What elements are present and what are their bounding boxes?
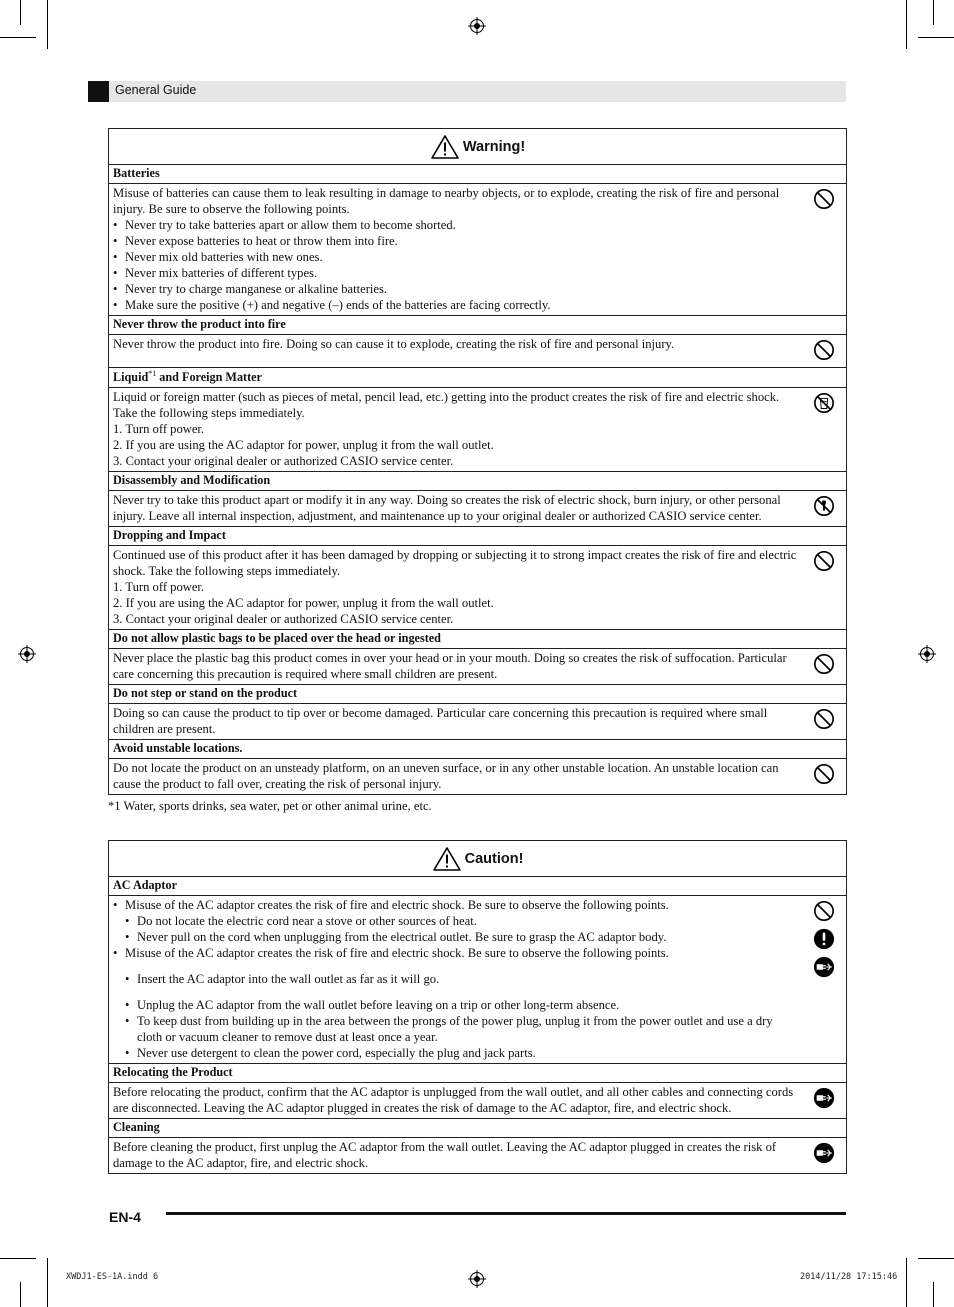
section-heading: Avoid unstable locations.: [109, 740, 847, 759]
section-icons: [803, 184, 847, 316]
bullet-item: • Misuse of the AC adaptor creates the risk of fire and electric shock. Be sure to observe the following points.: [113, 945, 799, 961]
prohibition-icon: [813, 763, 835, 785]
section-heading: Liquid$^{*1}$ and Foreign Matter: [109, 368, 847, 388]
caution-title-text: Caution!: [464, 850, 524, 867]
section-heading: Do not step or stand on the product: [109, 685, 847, 704]
bullet-item: • Never mix batteries of different types.: [113, 265, 799, 281]
registration-mark-icon: [468, 1270, 486, 1288]
section-heading: Cleaning: [109, 1119, 847, 1138]
section-heading: Never throw the product into fire: [109, 316, 847, 335]
section-body: [109, 649, 803, 685]
bullet-item: • Never pull on the cord when unplugging from the electrical outlet. Be sure to grasp the AC adaptor body.: [113, 929, 799, 945]
paragraph: 3. Contact your original dealer or authorized CASIO service center.: [113, 454, 454, 469]
registration-mark-icon: [918, 645, 936, 663]
section-icons: [803, 1083, 847, 1119]
caution-triangle-icon: [432, 846, 462, 872]
section-body: [109, 1083, 803, 1119]
bullet-item: • Make sure the positive (+) and negative (–) ends of the batteries are facing correctly.: [113, 297, 799, 313]
section-heading: Batteries: [109, 165, 847, 184]
section-icons: [803, 649, 847, 685]
paragraph: Do not locate the product on an unsteady platform, on an uneven surface, or in any other unstable location. An unstable location can cause the product to fall over, creating the risk of personal injury.: [113, 761, 779, 792]
paragraph: 2. If you are using the AC adaptor for power, unplug it from the wall outlet.: [113, 596, 494, 611]
section-heading: AC Adaptor: [109, 877, 847, 896]
prohibition-icon: [813, 900, 835, 922]
section-body: [109, 759, 803, 795]
prohibition-icon: [813, 653, 835, 675]
bullet-item: • Do not locate the electric cord near a stove or other sources of heat.: [113, 913, 799, 929]
section-body: [109, 704, 803, 740]
section-heading: Disassembly and Modification: [109, 472, 847, 491]
section-body: [109, 546, 803, 630]
paragraph: Continued use of this product after it has been damaged by dropping or subjecting it to strong impact creates the risk of fire and electric shock. Take the following steps immediately.: [113, 548, 797, 579]
section-body: [109, 896, 803, 1064]
section-heading: Dropping and Impact: [109, 527, 847, 546]
footnote: *1 Water, sports drinks, sea water, pet or other animal urine, etc.: [108, 799, 432, 813]
section-icons: [803, 704, 847, 740]
section-body: [109, 491, 803, 527]
bullet-item: • Never mix old batteries with new ones.: [113, 249, 799, 265]
section-body: [109, 1138, 803, 1174]
unplug-icon: [813, 1087, 835, 1109]
section-body: [109, 335, 803, 368]
paragraph: Never throw the product into fire. Doing so can cause it to explode, creating the risk of fire and personal injury.: [113, 337, 675, 351]
section-body: [109, 388, 803, 472]
paragraph: Misuse of batteries can cause them to leak resulting in damage to nearby objects, or to explode, creating the risk of fire and personal injury. Be sure to observe the following points.: [113, 186, 780, 216]
bullet-item: • To keep dust from building up in the area between the prongs of the power plug, unplug it from the power outlet and use a dry cloth or vacuum cleaner to remove dust at least once a year.: [113, 1013, 799, 1045]
paragraph: Never place the plastic bag this product comes in over your head or in your mouth. Doing so creates the risk of suffocation. Particular care concerning this precaution is required where small children are present.: [113, 651, 787, 682]
section-title: General Guide: [115, 83, 197, 97]
section-icons: [803, 388, 847, 472]
unplug-icon: [813, 956, 835, 978]
page-number: EN-4: [109, 1209, 141, 1225]
paragraph: Liquid or foreign matter (such as pieces of metal, pencil lead, etc.) getting into the product creates the risk of fire and electric shock. Take the following steps immediately.: [113, 390, 780, 421]
section-header: [88, 81, 846, 102]
bullet-item: • Never try to take batteries apart or allow them to become shorted.: [113, 217, 799, 233]
section-icons: [803, 491, 847, 527]
paragraph: 3. Contact your original dealer or authorized CASIO service center.: [113, 612, 454, 627]
bullet-item: • Never try to charge manganese or alkaline batteries.: [113, 281, 799, 297]
section-icons: [803, 1138, 847, 1174]
mandatory-action-icon: [813, 928, 835, 950]
paragraph: 1. Turn off power.: [113, 422, 205, 437]
section-icons: [803, 335, 847, 368]
section-heading: Do not allow plastic bags to be placed over the head or ingested: [109, 630, 847, 649]
no-liquid-icon: [813, 392, 835, 414]
unplug-icon: [813, 1142, 835, 1164]
section-icons: [803, 896, 847, 1064]
spacer: [113, 987, 799, 997]
registration-mark-icon: [468, 17, 486, 35]
prohibition-icon: [813, 339, 835, 361]
paragraph: Before cleaning the product, first unplug the AC adaptor from the wall outlet. Leaving the AC adaptor plugged in creates the risk of damage to the AC adaptor, fire, and electric shock.: [113, 1140, 777, 1170]
bullet-item: • Never use detergent to clean the power cord, especially the plug and jack parts.: [113, 1045, 799, 1061]
registration-mark-icon: [18, 645, 36, 663]
no-disassembly-icon: [813, 495, 835, 517]
section-icons: [803, 546, 847, 630]
paragraph: Doing so can cause the product to tip over or become damaged. Particular care concerning this precaution is required where small children are present.: [113, 706, 768, 737]
prohibition-icon: [813, 550, 835, 572]
spacer: [113, 961, 799, 971]
bullet-item: • Never expose batteries to heat or throw them into fire.: [113, 233, 799, 249]
slug-file: XWDJ1-ES-1A.indd 6: [66, 1272, 159, 1282]
prohibition-icon: [813, 188, 835, 210]
bullet-item: • Misuse of the AC adaptor creates the risk of fire and electric shock. Be sure to observe the following points.: [113, 897, 799, 913]
slug-timestamp: 2014/11/28 17:15:46: [800, 1272, 898, 1282]
warning-triangle-icon: [430, 134, 460, 160]
warning-title-text: Warning!: [462, 138, 526, 155]
caution-title: [109, 841, 847, 877]
warning-title: [109, 129, 847, 165]
section-marker: [88, 81, 109, 102]
paragraph: 2. If you are using the AC adaptor for power, unplug it from the wall outlet.: [113, 438, 494, 453]
section-body: [109, 184, 803, 316]
bullet-item: • Unplug the AC adaptor from the wall outlet before leaving on a trip or other long-term absence.: [113, 997, 799, 1013]
section-heading: Relocating the Product: [109, 1064, 847, 1083]
footer-rule: [166, 1212, 846, 1215]
warning-table: [108, 128, 847, 795]
prohibition-icon: [813, 708, 835, 730]
section-icons: [803, 759, 847, 795]
paragraph: 1. Turn off power.: [113, 580, 205, 595]
caution-table: [108, 840, 847, 1174]
paragraph: Before relocating the product, confirm that the AC adaptor is unplugged from the wall outlet, and all other cables and connecting cords are disconnected. Leaving the AC adaptor plugged in creates the risk of damage to the AC adaptor, fire, and electric shock.: [113, 1085, 794, 1115]
bullet-item: • Insert the AC adaptor into the wall outlet as far as it will go.: [113, 971, 799, 987]
paragraph: Never try to take this product apart or modify it in any way. Doing so creates the risk of electric shock, burn injury, or other personal injury. Leave all internal inspection, adjustment, and maintenance up to your original dealer or authorized CASIO service center.: [113, 493, 781, 524]
